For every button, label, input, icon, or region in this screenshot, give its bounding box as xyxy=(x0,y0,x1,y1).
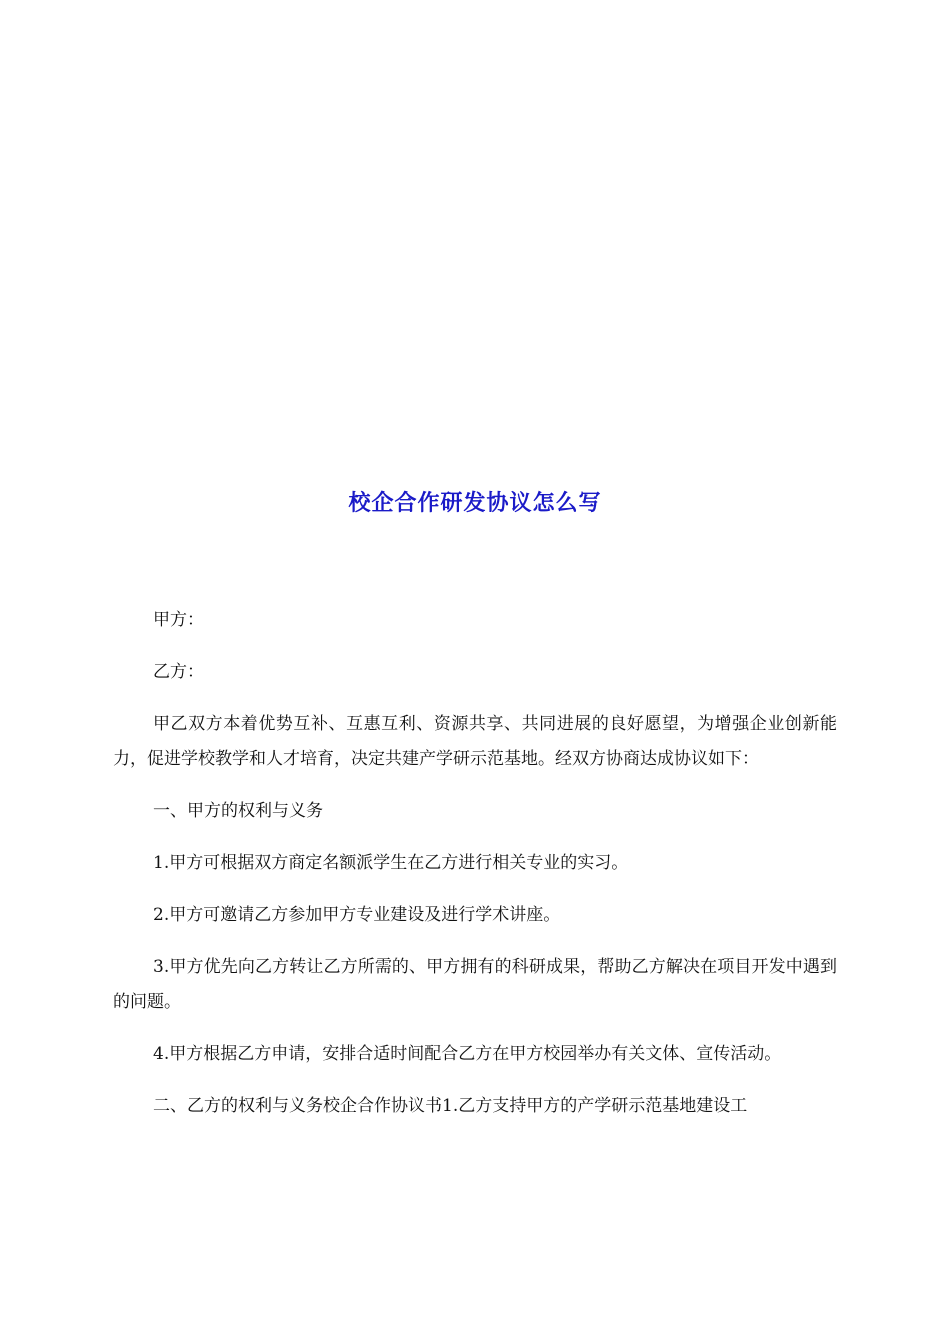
clause-a-1: 1.甲方可根据双方商定名额派学生在乙方进行相关专业的实习。 xyxy=(153,853,629,873)
document-title: 校企合作研发协议怎么写 xyxy=(348,490,602,516)
party-a-line: 甲方： xyxy=(153,610,204,630)
section-heading-party-a: 一、甲方的权利与义务 xyxy=(153,801,323,821)
section-heading-party-b: 二、乙方的权利与义务校企合作协议书1.乙方支持甲方的产学研示范基地建设工 xyxy=(153,1096,748,1116)
clause-a-2: 2.甲方可邀请乙方参加甲方专业建设及进行学术讲座。 xyxy=(153,905,561,925)
clause-a-4: 4.甲方根据乙方申请，安排合适时间配合乙方在甲方校园举办有关文体、宣传活动。 xyxy=(153,1044,782,1064)
intro-paragraph: 甲乙双方本着优势互补、互惠互利、资源共享、共同进展的良好愿望，为增强企业创新能力，促进学校教学和人才培育，决定共建产学研示范基地。经双方协商达成协议如下： xyxy=(113,714,837,769)
clause-a-3: 3.甲方优先向乙方转让乙方所需的、甲方拥有的科研成果，帮助乙方解决在项目开发中遇到的问题。 xyxy=(113,957,837,1012)
document-body xyxy=(113,603,837,1141)
party-b-line: 乙方： xyxy=(153,662,204,682)
